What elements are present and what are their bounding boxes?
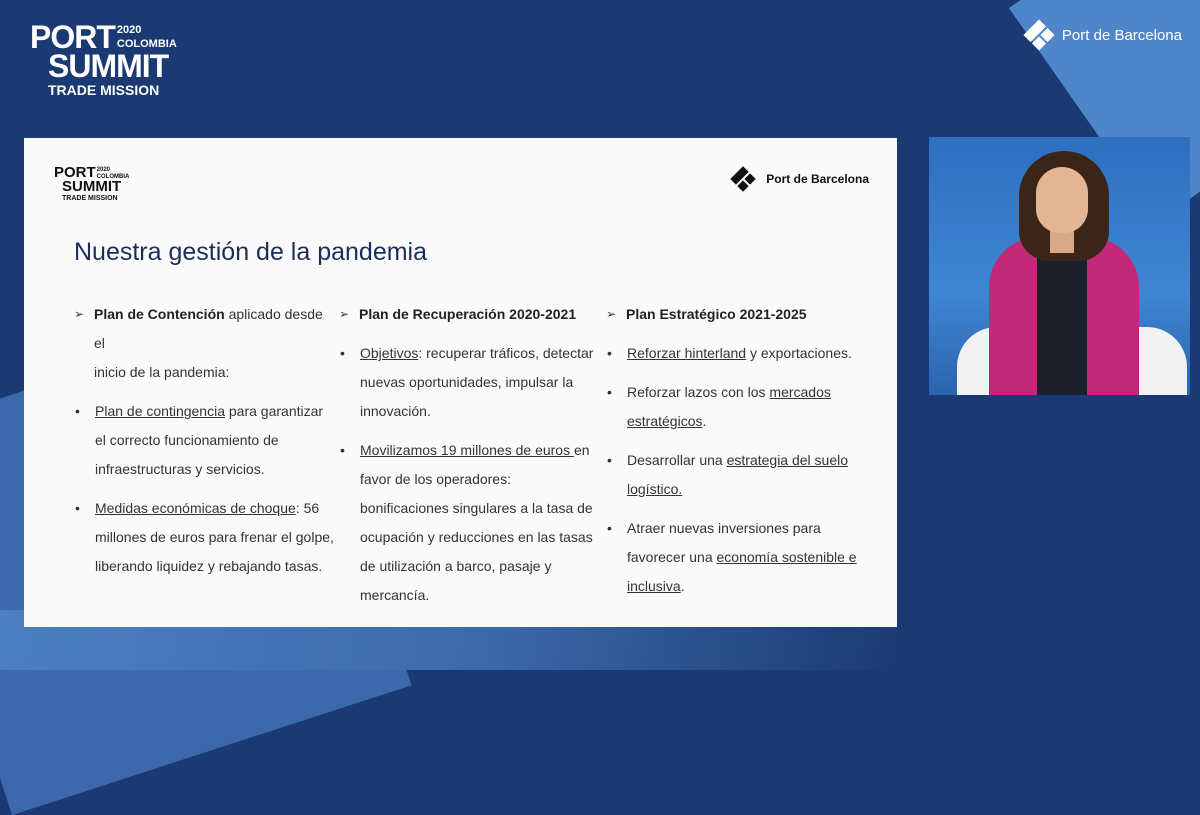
col3-b4-pre: Atraer nuevas inversiones para favorecer una xyxy=(627,520,821,565)
col3-b3-pre: Desarrollar una xyxy=(627,452,727,468)
col3-heading: Plan Estratégico 2021-2025 xyxy=(626,306,807,322)
slide-logo-country: COLOMBIA xyxy=(96,174,130,180)
column-plan-contencion xyxy=(74,300,336,581)
presentation-slide xyxy=(24,138,897,627)
logo-year-text: 2020 xyxy=(116,24,142,36)
col2-heading: Plan de Recuperación 2020-2021 xyxy=(359,306,577,322)
arrow-bullet-icon: ➢ xyxy=(606,307,617,321)
list-item xyxy=(339,436,601,610)
col3-b3-underlined: estrategia del suelo logístico. xyxy=(627,452,849,497)
port-de-barcelona-logo xyxy=(1028,24,1182,46)
list-item xyxy=(606,339,868,368)
col3-b4-rest: . xyxy=(680,578,685,594)
speaker-shirt xyxy=(1037,255,1087,395)
col3-b2-underlined: mercados estratégicos xyxy=(627,384,831,429)
col1-b2-text: : 56 millones de euros para frenar el golpe, liberando liquidez y rebajando tasas. xyxy=(95,500,334,574)
bullet-icon: • xyxy=(75,500,80,516)
brand-name: Port de Barcelona xyxy=(1061,26,1182,44)
col1-heading-cont: inicio de la pandemia: xyxy=(94,364,230,380)
logo-trade-text: TRADE MISSION xyxy=(48,82,160,98)
port-de-barcelona-icon xyxy=(1023,19,1054,50)
bullet-icon: • xyxy=(340,345,345,361)
slide-logo-year: 2020 xyxy=(96,167,111,173)
col2-b1-text: : recuperar tráficos, detectar nuevas oportunidades, impulsar la innovación. xyxy=(360,345,594,419)
col1-heading-rest: aplicado desde el xyxy=(94,306,323,351)
list-item xyxy=(339,339,601,426)
slide-brand-logo xyxy=(734,170,869,188)
col2-b2-text: en favor de los operadores: bonificaciones singulares a la tasa de ocupación y reducciones en las tasas de utilización a barco, pasaje y mercancía. xyxy=(360,442,593,603)
port-de-barcelona-icon xyxy=(731,166,756,191)
slide-event-logo xyxy=(54,166,129,203)
event-logo xyxy=(30,19,177,98)
col3-b2-pre: Reforzar lazos con los xyxy=(627,384,770,400)
slide-logo-port: PORT xyxy=(54,164,96,181)
column-plan-recuperacion xyxy=(339,300,601,610)
logo-country-text: COLOMBIA xyxy=(116,38,177,50)
bullet-icon: • xyxy=(607,384,612,400)
col1-b1-underlined: Plan de contingencia xyxy=(95,403,225,419)
list-item xyxy=(606,514,868,601)
list-item xyxy=(74,494,336,581)
list-item xyxy=(606,378,868,436)
arrow-bullet-icon: ➢ xyxy=(74,307,85,321)
column-plan-estrategico xyxy=(606,300,868,601)
logo-summit-text: SUMMIT xyxy=(48,48,169,84)
bullet-icon: • xyxy=(607,452,612,468)
col1-b1-text: para garantizar el correcto funcionamiento de infraestructuras y servicios. xyxy=(95,403,324,477)
bullet-icon: • xyxy=(607,520,612,536)
col3-b1-text: y exportaciones. xyxy=(746,345,852,361)
col3-b4-underlined: economía sostenible e inclusiva xyxy=(627,549,857,594)
arrow-bullet-icon: ➢ xyxy=(339,307,350,321)
slide-logo-summit: SUMMIT xyxy=(62,178,122,195)
slide-logo-trade: TRADE MISSION xyxy=(62,195,118,202)
bullet-icon: • xyxy=(340,442,345,458)
bullet-icon: • xyxy=(75,403,80,419)
list-item xyxy=(606,446,868,504)
col2-b2-underlined: Movilizamos 19 millones de euros xyxy=(360,442,574,458)
col3-b2-rest: . xyxy=(702,413,707,429)
slide-brand-name: Port de Barcelona xyxy=(766,172,869,186)
bullet-icon: • xyxy=(607,345,612,361)
col1-heading: Plan de Contención xyxy=(94,306,225,322)
logo-port-text: PORT xyxy=(30,19,115,55)
col2-b1-underlined: Objetivos xyxy=(360,345,419,361)
col1-b2-underlined: Medidas económicas de choque xyxy=(95,500,296,516)
speaker-face xyxy=(1036,167,1088,233)
list-item xyxy=(74,397,336,484)
speaker-video xyxy=(929,137,1190,395)
col3-b1-underlined: Reforzar hinterland xyxy=(627,345,747,361)
slide-title: Nuestra gestión de la pandemia xyxy=(74,238,428,266)
